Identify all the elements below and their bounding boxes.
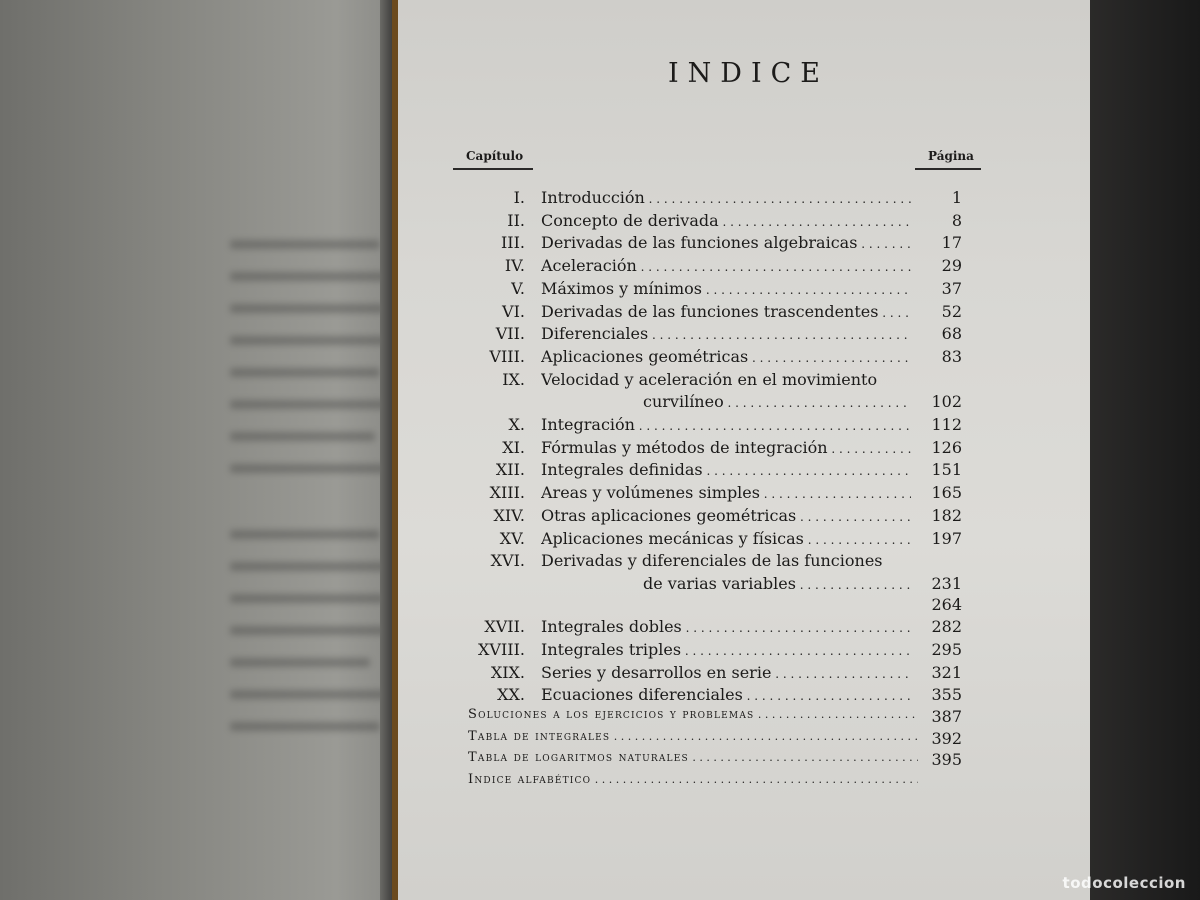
page-number: 295 xyxy=(931,640,962,659)
appendix-title: Tabla de logaritmos naturales . . . xyxy=(468,750,918,765)
chapter-title: Fórmulas y métodos de integración . . . xyxy=(541,438,911,457)
chapter-number: XIV. xyxy=(493,505,525,525)
page-number: 151 xyxy=(931,460,962,480)
chapter-title: Máximos y mínimos . . . xyxy=(541,279,911,298)
page-number: 231 xyxy=(931,573,962,593)
page-number: 102 xyxy=(931,392,962,412)
toc-entry xyxy=(398,685,1090,707)
toc-entry xyxy=(398,506,1090,528)
chapter-number: XVIII. xyxy=(478,640,525,659)
chapter-number: XIX. xyxy=(490,662,525,682)
chapter-number: XIII. xyxy=(489,483,525,503)
page-number: 29 xyxy=(941,256,962,276)
page-number: 355 xyxy=(931,685,962,705)
page-number: 395 xyxy=(931,750,962,770)
chapter-title: Integrales dobles . . . xyxy=(541,617,911,636)
toc-entry xyxy=(398,188,1090,210)
toc-entry xyxy=(398,617,1090,639)
chapter-title: Integración . . . xyxy=(541,415,911,434)
chapter-number: I. xyxy=(513,188,525,207)
page-number: 182 xyxy=(931,505,962,525)
page-title: INDICE xyxy=(668,58,829,89)
toc-entry xyxy=(398,302,1090,324)
page-number: 52 xyxy=(941,301,962,321)
page-number: 83 xyxy=(941,346,962,366)
chapter-number: XX. xyxy=(497,685,525,705)
chapter-number: III. xyxy=(500,233,525,253)
toc-entry xyxy=(398,460,1090,482)
toc-entry xyxy=(398,415,1090,437)
page-number: 197 xyxy=(931,528,962,548)
chapter-number: VIII. xyxy=(489,346,525,366)
watermark: todocoleccion xyxy=(1062,874,1186,892)
page-number: 264 xyxy=(931,594,962,614)
previous-page xyxy=(0,0,396,900)
chapter-title: Derivadas de las funciones algebraicas . . . xyxy=(541,233,911,252)
page-number: 282 xyxy=(931,617,962,637)
chapter-number: XVII. xyxy=(484,617,525,637)
chapter-title: Areas y volúmenes simples . . . xyxy=(541,483,911,502)
chapter-number: XV. xyxy=(499,528,525,548)
chapter-title-continuation: de varias variables . . . xyxy=(643,574,911,593)
chapter-title: Otras aplicaciones geométricas . . . xyxy=(541,506,911,525)
page-number: 126 xyxy=(931,437,962,457)
page-number: 68 xyxy=(941,324,962,344)
chapter-number: IX. xyxy=(502,369,525,389)
page-header-rule xyxy=(915,168,981,170)
page-number: 321 xyxy=(931,662,962,682)
page-number: 392 xyxy=(931,728,962,748)
chapter-title: Integrales triples . . . xyxy=(541,640,911,659)
toc-entry-extra-page xyxy=(398,595,1090,617)
chapter-number: X. xyxy=(508,415,525,434)
chapter-number: XI. xyxy=(502,437,525,457)
appendix-title: Soluciones a los ejercicios y problemas . . . xyxy=(468,707,918,722)
appendix-title: Tabla de integrales . . . xyxy=(468,729,918,744)
appendix-entry xyxy=(398,750,1090,772)
toc-entry xyxy=(398,256,1090,278)
chapter-number: XII. xyxy=(495,460,525,480)
toc-entry xyxy=(398,279,1090,301)
toc-entry xyxy=(398,211,1090,233)
chapter-number: V. xyxy=(511,278,525,298)
chapter-header-rule xyxy=(453,168,533,170)
page-number: 8 xyxy=(951,210,962,230)
page-number: 17 xyxy=(941,233,962,253)
chapter-title: Velocidad y aceleración en el movimiento xyxy=(541,369,878,389)
chapter-title: Aplicaciones geométricas . . . xyxy=(541,347,911,366)
chapter-number: XVI. xyxy=(490,551,525,571)
toc-entry xyxy=(398,370,1090,392)
background-edge xyxy=(1090,0,1200,900)
appendix-entry xyxy=(398,707,1090,729)
chapter-title: Aceleración . . . xyxy=(541,256,911,275)
toc-entry xyxy=(398,483,1090,505)
toc-entry-continuation xyxy=(398,574,1090,596)
blurred-previous-page-content xyxy=(0,0,396,900)
chapter-title: Introducción . . . xyxy=(541,188,911,207)
toc-entry xyxy=(398,438,1090,460)
appendix-title: Indice alfabético . . . xyxy=(468,772,918,787)
chapter-title: Derivadas de las funciones trascendentes . . . xyxy=(541,302,911,321)
toc-entry xyxy=(398,347,1090,369)
toc-entry xyxy=(398,529,1090,551)
chapter-title: Ecuaciones diferenciales . . . xyxy=(541,685,911,704)
index-page xyxy=(398,0,1090,900)
appendix-entry xyxy=(398,729,1090,751)
chapter-title: Integrales definidas . . . xyxy=(541,460,911,479)
chapter-title: Diferenciales . . . xyxy=(541,324,911,343)
page-column-header: Página xyxy=(928,149,974,163)
chapter-title: Concepto de derivada . . . xyxy=(541,211,911,230)
page-number: 37 xyxy=(941,278,962,298)
page-number: 387 xyxy=(931,707,962,727)
chapter-title: Derivadas y diferenciales de las funciones xyxy=(541,551,883,571)
appendix-entry xyxy=(398,772,1090,794)
toc-entry xyxy=(398,663,1090,685)
toc-entry xyxy=(398,551,1090,573)
chapter-column-header: Capítulo xyxy=(466,149,524,163)
chapter-number: IV. xyxy=(504,256,525,276)
page-number: 112 xyxy=(931,415,962,434)
chapter-number: VII. xyxy=(495,324,525,344)
chapter-number: VI. xyxy=(502,301,525,321)
page-number: 165 xyxy=(931,483,962,503)
chapter-number: II. xyxy=(507,210,525,230)
toc-entry xyxy=(398,233,1090,255)
chapter-title: Series y desarrollos en serie . . . xyxy=(541,663,911,682)
toc-entry-continuation xyxy=(398,392,1090,414)
chapter-title: Aplicaciones mecánicas y físicas . . . xyxy=(541,529,911,548)
page-number: 1 xyxy=(951,188,962,207)
toc-entry xyxy=(398,324,1090,346)
toc-entry xyxy=(398,640,1090,662)
chapter-title-continuation: curvilíneo . . . xyxy=(643,392,911,411)
